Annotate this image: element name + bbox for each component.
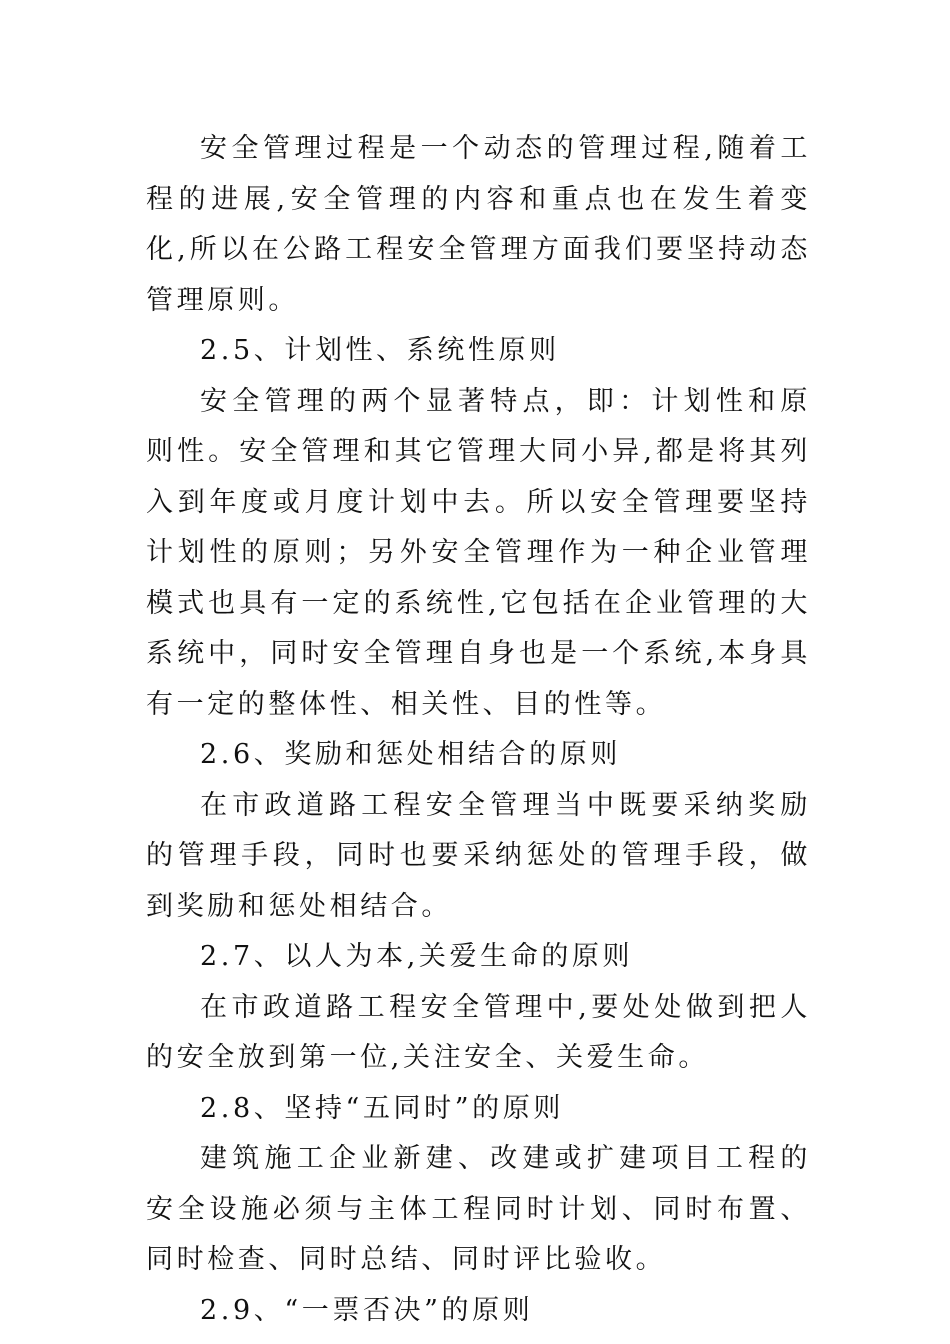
paragraph-dynamic-management: 安全管理过程是一个动态的管理过程,随着工程的进展,安全管理的内容和重点也在发生着变化,所以在公路工程安全管理方面我们要坚持动态管理原则。 bbox=[146, 133, 811, 316]
section-heading-2-9: 2.9、“一票否决”的原则 bbox=[200, 1294, 534, 1326]
paragraph-people-oriented: 在市政道路工程安全管理中,要处处做到把人的安全放到第一位,关注安全、关爱生命。 bbox=[146, 991, 811, 1073]
paragraph-reward-punishment: 在市政道路工程安全管理当中既要采纳奖励的管理手段，同时也要采纳惩处的管理手段，做到奖励和惩处相结合。 bbox=[146, 789, 811, 922]
document-body bbox=[146, 124, 811, 1336]
section-heading-2-8: 2.8、坚持“五同时”的原则 bbox=[200, 1092, 564, 1124]
paragraph-planning-system: 安全管理的两个显著特点，即：计划性和原则性。安全管理和其它管理大同小异,都是将其列入到年度或月度计划中去。所以安全管理要坚持计划性的原则；另外安全管理作为一种企业管理模式也具有一定的系统性,它包括在企业管理的大系统中，同时安全管理自身也是一个系统,本身具有一定的整体性、相关性、目的性等。 bbox=[146, 385, 811, 720]
section-heading-2-5: 2.5、计划性、系统性原则 bbox=[200, 335, 560, 366]
section-heading-2-7: 2.7、以人为本,关爱生命的原则 bbox=[200, 941, 634, 972]
section-heading-2-6: 2.6、奖励和惩处相结合的原则 bbox=[200, 739, 621, 770]
paragraph-five-simultaneous: 建筑施工企业新建、改建或扩建项目工程的安全设施必须与主体工程同时计划、同时布置、同时检查、同时总结、同时评比验收。 bbox=[146, 1143, 811, 1275]
